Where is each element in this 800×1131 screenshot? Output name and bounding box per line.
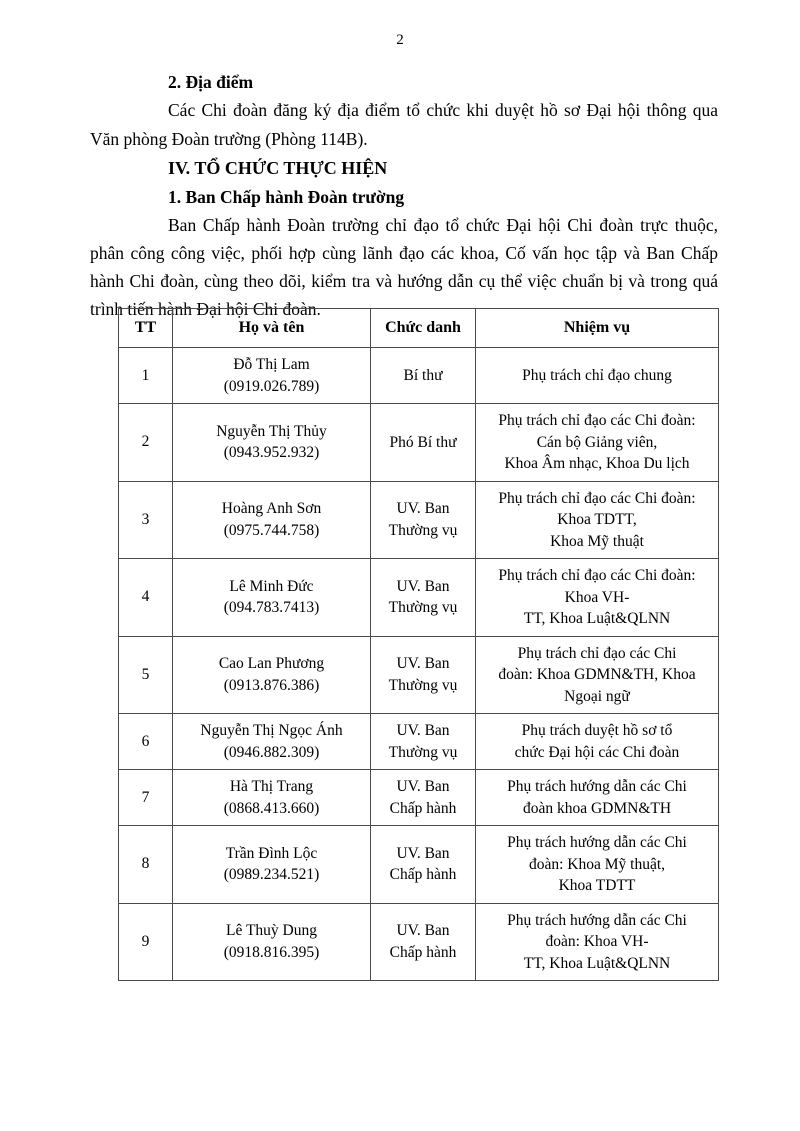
text-line: Lê Thuỳ Dung bbox=[226, 922, 317, 940]
page-number: 2 bbox=[396, 32, 404, 48]
text-line: Lê Minh Đức bbox=[229, 577, 314, 595]
cell-task bbox=[476, 348, 719, 404]
table-row bbox=[119, 636, 719, 714]
text-line: Phụ trách chỉ đạo các Chi đoàn: bbox=[498, 412, 696, 429]
text-line: Hà Thị Trang bbox=[229, 778, 314, 795]
text-line: Chấp hành bbox=[389, 943, 457, 961]
text-line: UV. Ban bbox=[396, 922, 450, 940]
text-line: Chấp hành bbox=[389, 866, 457, 884]
text-line: (0919.026.789) bbox=[223, 377, 320, 395]
column-header-task: Nhiệm vụ bbox=[476, 309, 719, 348]
text-line: Phó Bí thư bbox=[389, 433, 457, 451]
table-row bbox=[119, 404, 719, 482]
cell-task bbox=[476, 714, 719, 770]
paragraph-ban-chap-hanh: Ban Chấp hành Đoàn trường chỉ đạo tổ chức Đại hội Chi đoàn trực thuộc, phân công công việc, phối hợp cùng lãnh đạo các khoa, Cố vấn học tập và Ban Chấp hành Chi đoàn, cùng theo dõi, kiểm tra và hướng dẫn cụ thể việc chuẩn bị và trong quá trình tiến hành Đại hội Chi đoàn. bbox=[90, 215, 718, 319]
text-line: (0918.816.395) bbox=[223, 943, 320, 961]
text-line: UV. Ban bbox=[396, 844, 450, 862]
text-line: (0868.413.660) bbox=[223, 799, 320, 817]
cell-role bbox=[371, 903, 476, 981]
text-line: UV. Ban bbox=[396, 655, 450, 673]
cell-task bbox=[476, 404, 719, 482]
text-line: (0946.882.309) bbox=[223, 743, 320, 761]
text-line: Phụ trách chỉ đạo các Chi đoàn: bbox=[498, 567, 696, 584]
text-line: Phụ trách hướng dẫn các Chi bbox=[507, 834, 687, 851]
cell-index: 5 bbox=[119, 636, 173, 714]
cell-name bbox=[173, 348, 371, 404]
cell-name bbox=[173, 404, 371, 482]
paragraph-dia-diem: Các Chi đoàn đăng ký địa điểm tổ chức khi duyệt hồ sơ Đại hội thông qua Văn phòng Đoàn trường (Phòng 114B). bbox=[90, 100, 718, 149]
text-line: Cán bộ Giảng viên, bbox=[536, 433, 658, 451]
table-row bbox=[119, 714, 719, 770]
text-line: (094.783.7413) bbox=[223, 599, 320, 617]
cell-index: 9 bbox=[119, 903, 173, 981]
text-line: (0989.234.521) bbox=[223, 866, 320, 884]
text-line: Đỗ Thị Lam bbox=[233, 356, 310, 373]
text-line: Khoa TDTT, bbox=[557, 511, 637, 528]
cell-name bbox=[173, 826, 371, 904]
table-row bbox=[119, 348, 719, 404]
section-heading-to-chuc-thuc-hien: IV. TỔ CHỨC THỰC HIỆN bbox=[168, 158, 388, 178]
text-line: TT, Khoa Luật&QLNN bbox=[523, 610, 671, 627]
text-line: Phụ trách hướng dẫn các Chi bbox=[507, 778, 687, 795]
text-line: Bí thư bbox=[403, 366, 443, 384]
cell-role bbox=[371, 348, 476, 404]
text-line: Ngoại ngữ bbox=[564, 687, 630, 705]
table-row bbox=[119, 826, 719, 904]
cell-task bbox=[476, 770, 719, 826]
text-line: đoàn khoa GDMN&TH bbox=[522, 799, 672, 817]
text-line: UV. Ban bbox=[396, 500, 450, 518]
text-line: Phụ trách duyệt hồ sơ tổ bbox=[521, 722, 673, 739]
cell-name bbox=[173, 559, 371, 637]
table-row bbox=[119, 903, 719, 981]
cell-name bbox=[173, 903, 371, 981]
cell-name bbox=[173, 481, 371, 559]
cell-role bbox=[371, 404, 476, 482]
cell-index: 7 bbox=[119, 770, 173, 826]
text-line: Phụ trách chỉ đạo các Chi bbox=[517, 644, 677, 662]
cell-role bbox=[371, 770, 476, 826]
text-line: (0913.876.386) bbox=[223, 676, 320, 694]
text-line: đoàn: Khoa VH- bbox=[545, 933, 649, 950]
text-line: Hoàng Anh Sơn bbox=[221, 500, 322, 518]
section-heading-ban-chap-hanh: 1. Ban Chấp hành Đoàn trường bbox=[168, 187, 405, 207]
text-line: Nguyễn Thị Ngọc Ánh bbox=[200, 722, 343, 739]
cell-index: 6 bbox=[119, 714, 173, 770]
text-line: Phụ trách chỉ đạo chung bbox=[522, 366, 672, 384]
cell-task bbox=[476, 559, 719, 637]
table-row bbox=[119, 770, 719, 826]
cell-role bbox=[371, 481, 476, 559]
cell-task bbox=[476, 636, 719, 714]
cell-task bbox=[476, 903, 719, 981]
text-line: Khoa TDTT bbox=[558, 877, 636, 894]
cell-task bbox=[476, 826, 719, 904]
section-heading-dia-diem: 2. Địa điểm bbox=[168, 72, 254, 92]
organization-table bbox=[118, 308, 719, 981]
text-line: Chấp hành bbox=[389, 799, 457, 817]
cell-index: 2 bbox=[119, 404, 173, 482]
text-line: UV. Ban bbox=[396, 722, 450, 739]
cell-name bbox=[173, 636, 371, 714]
text-line: UV. Ban bbox=[396, 577, 450, 595]
cell-role bbox=[371, 636, 476, 714]
column-header-name: Họ và tên bbox=[173, 309, 371, 348]
text-line: chức Đại hội các Chi đoàn bbox=[514, 743, 680, 761]
text-line: Phụ trách hướng dẫn các Chi bbox=[507, 911, 687, 929]
cell-role bbox=[371, 714, 476, 770]
table-row bbox=[119, 559, 719, 637]
text-line: UV. Ban bbox=[396, 778, 450, 795]
text-line: (0943.952.932) bbox=[223, 444, 320, 462]
table-header-row bbox=[119, 309, 719, 348]
document-body bbox=[90, 68, 718, 323]
text-line: Thường vụ bbox=[388, 521, 458, 539]
cell-index: 1 bbox=[119, 348, 173, 404]
text-line: Cao Lan Phương bbox=[218, 655, 325, 673]
text-line: Nguyễn Thị Thủy bbox=[216, 422, 327, 440]
cell-name bbox=[173, 770, 371, 826]
cell-index: 3 bbox=[119, 481, 173, 559]
text-line: TT, Khoa Luật&QLNN bbox=[523, 954, 671, 972]
text-line: Thường vụ bbox=[388, 599, 458, 617]
table-body bbox=[119, 348, 719, 981]
text-line: Khoa VH- bbox=[564, 588, 630, 606]
text-line: (0975.744.758) bbox=[223, 521, 320, 539]
cell-role bbox=[371, 559, 476, 637]
table-row bbox=[119, 481, 719, 559]
cell-task bbox=[476, 481, 719, 559]
text-line: Phụ trách chỉ đạo các Chi đoàn: bbox=[498, 489, 696, 507]
text-line: Thường vụ bbox=[388, 743, 458, 761]
text-line: Thường vụ bbox=[388, 676, 458, 694]
column-header-role: Chức danh bbox=[371, 309, 476, 348]
cell-index: 8 bbox=[119, 826, 173, 904]
cell-name bbox=[173, 714, 371, 770]
column-header-tt: TT bbox=[119, 309, 173, 348]
text-line: Khoa Âm nhạc, Khoa Du lịch bbox=[504, 455, 690, 472]
text-line: đoàn: Khoa Mỹ thuật, bbox=[528, 855, 666, 873]
cell-role bbox=[371, 826, 476, 904]
text-line: đoàn: Khoa GDMN&TH, Khoa bbox=[498, 666, 696, 683]
text-line: Trần Đình Lộc bbox=[225, 844, 318, 862]
cell-index: 4 bbox=[119, 559, 173, 637]
text-line: Khoa Mỹ thuật bbox=[550, 532, 644, 550]
